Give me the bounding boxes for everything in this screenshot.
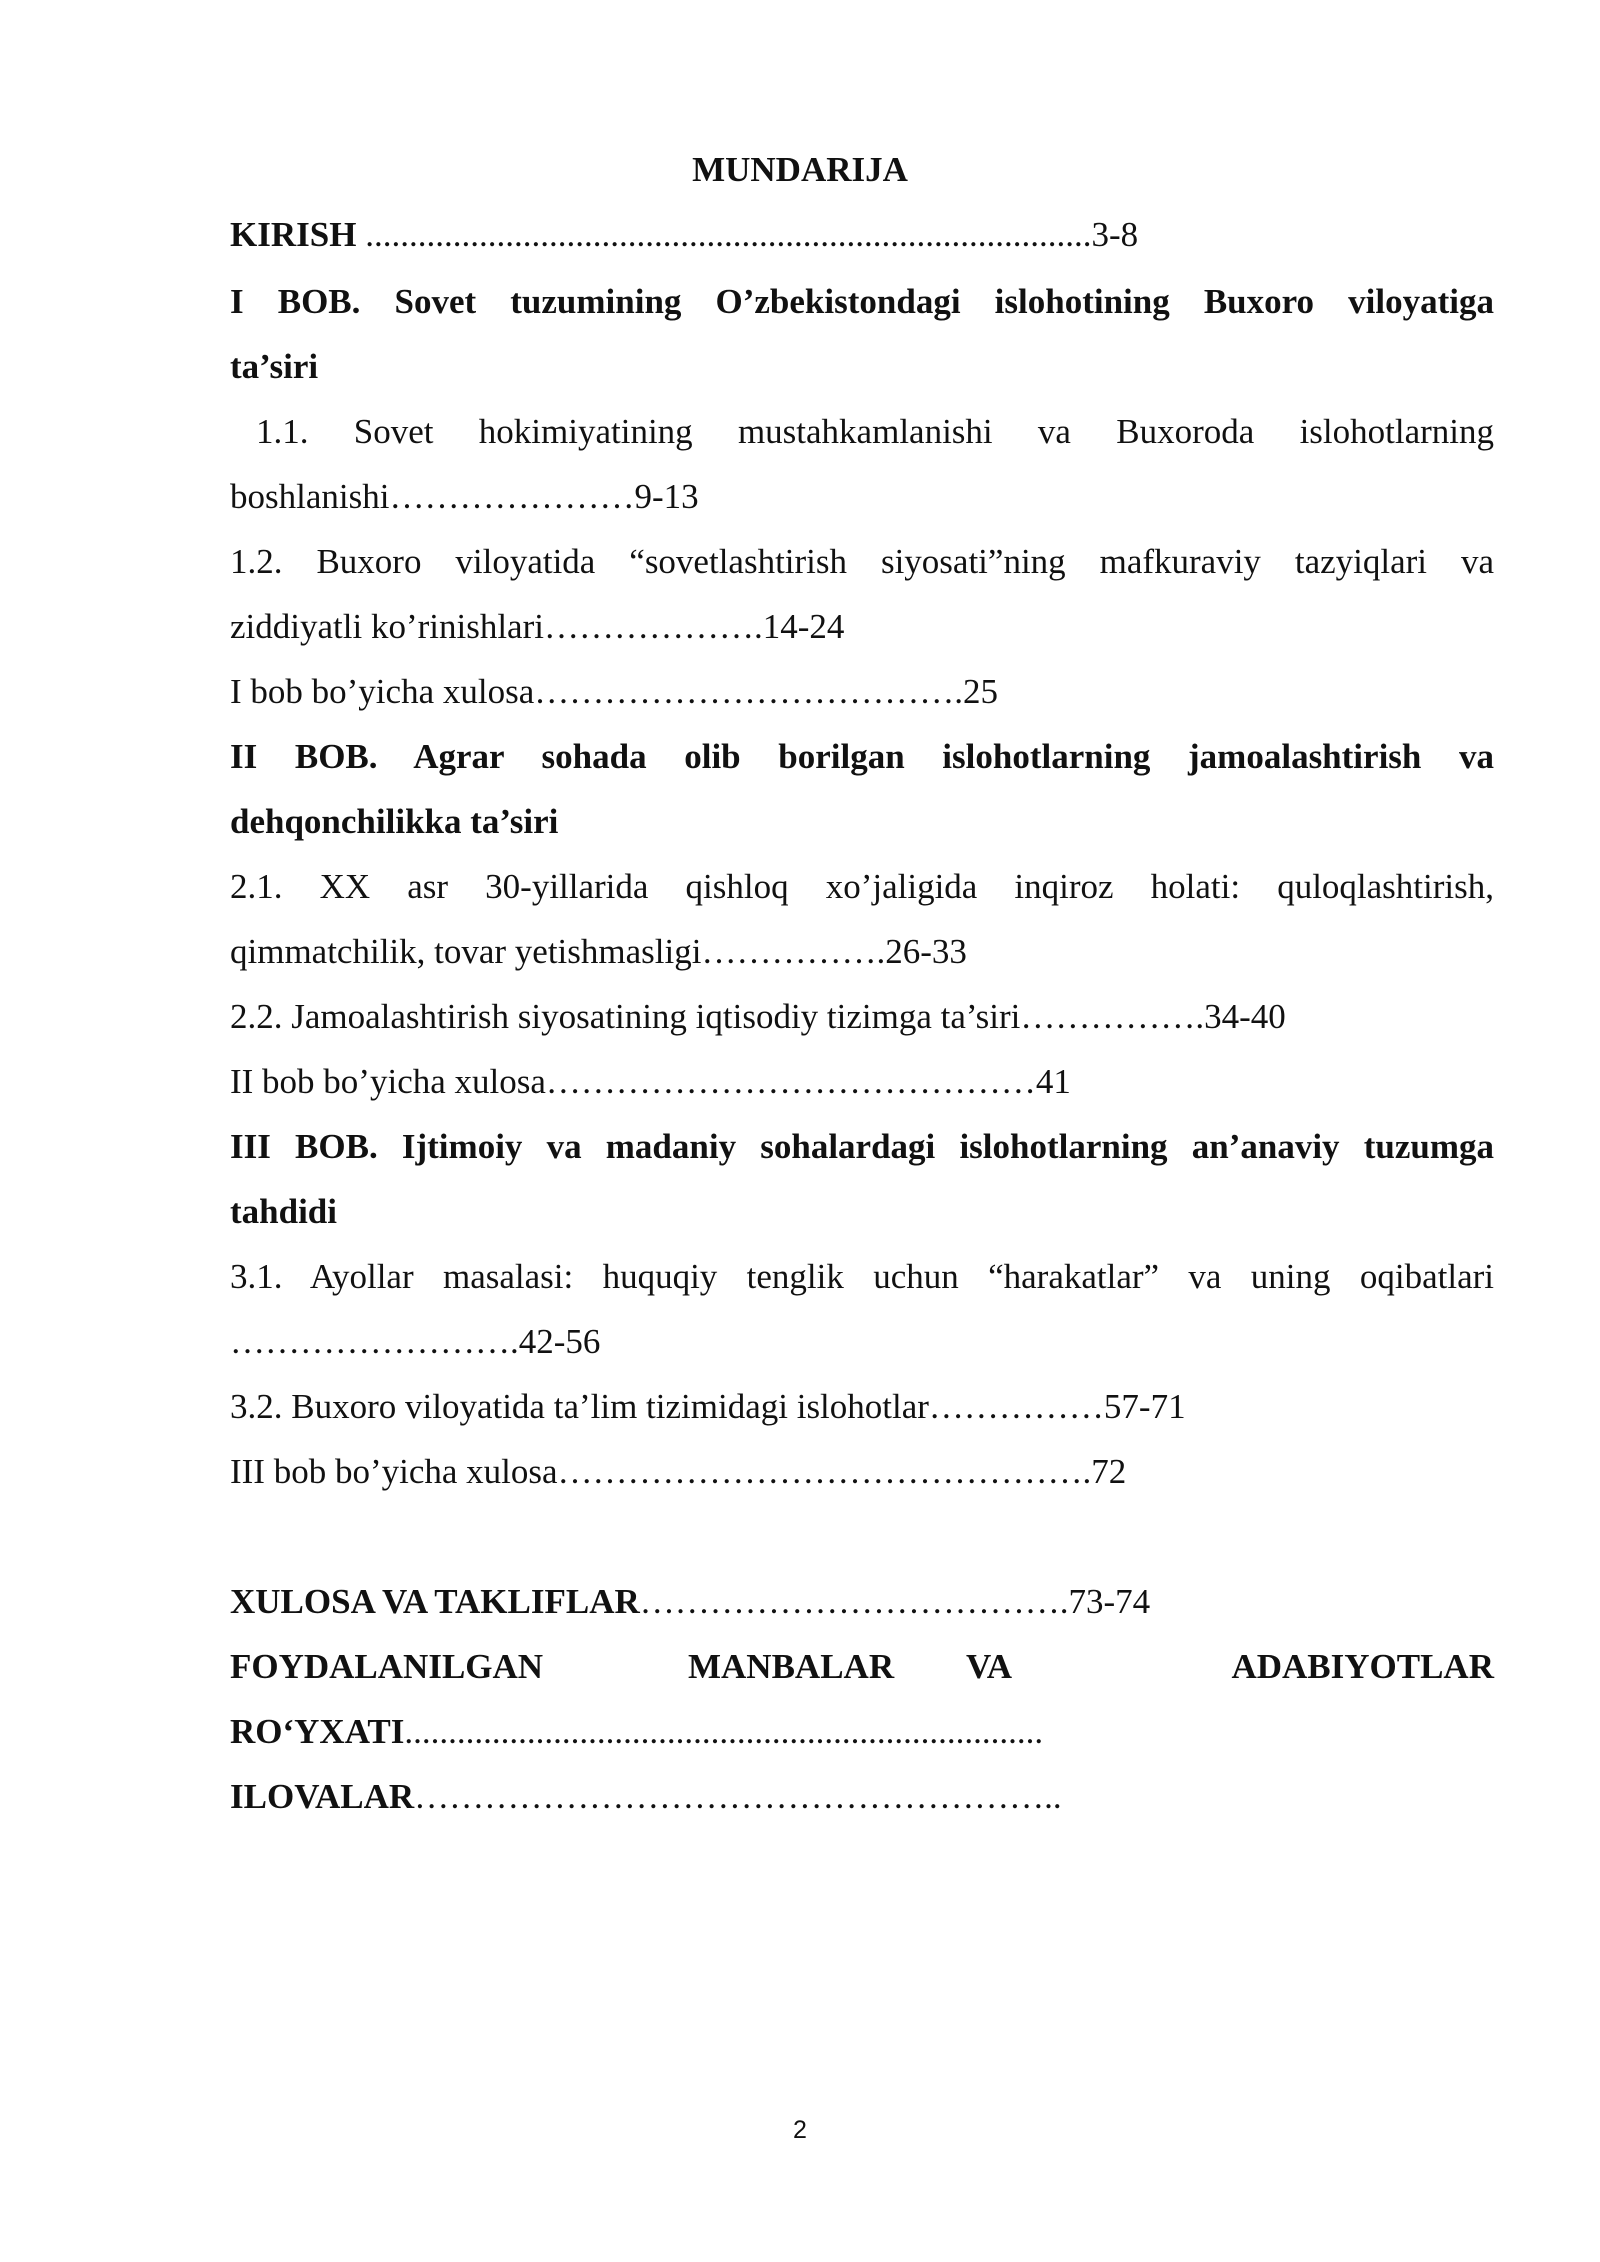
toc-chapter3-heading: III BOB. Ijtimoiy va madaniy sohalardagi islohotlarning an’anaviy tuzumga <box>230 1127 1494 1166</box>
toc-kirish-pages: 3-8 <box>1091 215 1139 254</box>
toc-sources-line2-label: RO‘YXATI <box>230 1712 405 1751</box>
toc-chapter3-summary: III bob bo’yicha xulosa……………………………………….72 <box>230 1452 1127 1491</box>
toc-chapter2-summary: II bob bo’yicha xulosa……………………………………41 <box>230 1062 1071 1101</box>
toc-chapter2-heading-cont: dehqonchilikka ta’siri <box>230 802 559 841</box>
toc-sources-word-4: ADABIYOTLAR <box>1231 1647 1494 1686</box>
toc-sources-line2-leader: ......................................................................... <box>404 1712 1044 1751</box>
toc-section-3-1-cont: …………………….42-56 <box>230 1322 601 1361</box>
toc-ilovalar-leader: ……………………………………………….. <box>414 1777 1062 1816</box>
toc-xulosa-leader: ………………………………. <box>639 1582 1069 1621</box>
toc-section-1-2-cont: ziddiyatli ko’rinishlari……………….14-24 <box>230 607 845 646</box>
toc-ilovalar-label: ILOVALAR <box>230 1777 415 1816</box>
toc-chapter1-heading-cont: ta’siri <box>230 347 319 386</box>
toc-section-1-1-cont: boshlanishi…………………9-13 <box>230 477 699 516</box>
page-number: 2 <box>793 2116 807 2144</box>
toc-section-2-1-cont: qimmatchilik, tovar yetishmasligi…………….26-33 <box>230 932 967 971</box>
toc-section-2-2: 2.2. Jamoalashtirish siyosatining iqtisodiy tizimga ta’siri…………….34-40 <box>230 997 1286 1036</box>
toc-section-2-1: 2.1. XX asr 30-yillarida qishloq xo’jaligida inqiroz holati: quloqlashtirish, <box>230 867 1494 906</box>
toc-entry-kirish <box>230 215 1494 255</box>
toc-sources-word-1: FOYDALANILGAN <box>230 1647 544 1686</box>
toc-sources-word-3: VA <box>966 1647 1013 1686</box>
toc-section-3-2: 3.2. Buxoro viloyatida ta’lim tizimidagi islohotlar……………57-71 <box>230 1387 1186 1426</box>
toc-entry-ilovalar <box>230 1777 1494 1817</box>
toc-kirish-label: KIRISH <box>230 215 357 254</box>
page-title: MUNDARIJA <box>692 150 908 189</box>
toc-chapter1-summary: I bob bo’yicha xulosa……………………………….25 <box>230 672 998 711</box>
toc-entry-sources-cont <box>230 1712 1494 1752</box>
toc-sources-word-2: MANBALAR <box>688 1647 895 1686</box>
toc-section-3-1: 3.1. Ayollar masalasi: huquqiy tenglik uchun “harakatlar” va uning oqibatlari <box>230 1257 1494 1296</box>
toc-kirish-leader: ................................................................................... <box>356 215 1092 254</box>
toc-section-1-1: 1.1. Sovet hokimiyatining mustahkamlanishi va Buxoroda islohotlarning <box>256 412 1494 451</box>
toc-xulosa-pages: 73-74 <box>1068 1582 1151 1621</box>
toc-chapter1-heading: I BOB. Sovet tuzumining O’zbekistondagi islohotining Buxoro viloyatiga <box>230 282 1494 321</box>
toc-chapter2-heading: II BOB. Agrar sohada olib borilgan islohotlarning jamoalashtirish va <box>230 737 1494 776</box>
toc-xulosa-label: XULOSA VA TAKLIFLAR <box>230 1582 640 1621</box>
toc-section-1-2: 1.2. Buxoro viloyatida “sovetlashtirish siyosati”ning mafkuraviy tazyiqlari va <box>230 542 1494 581</box>
toc-chapter3-heading-cont: tahdidi <box>230 1192 337 1231</box>
toc-entry-xulosa <box>230 1582 1494 1622</box>
